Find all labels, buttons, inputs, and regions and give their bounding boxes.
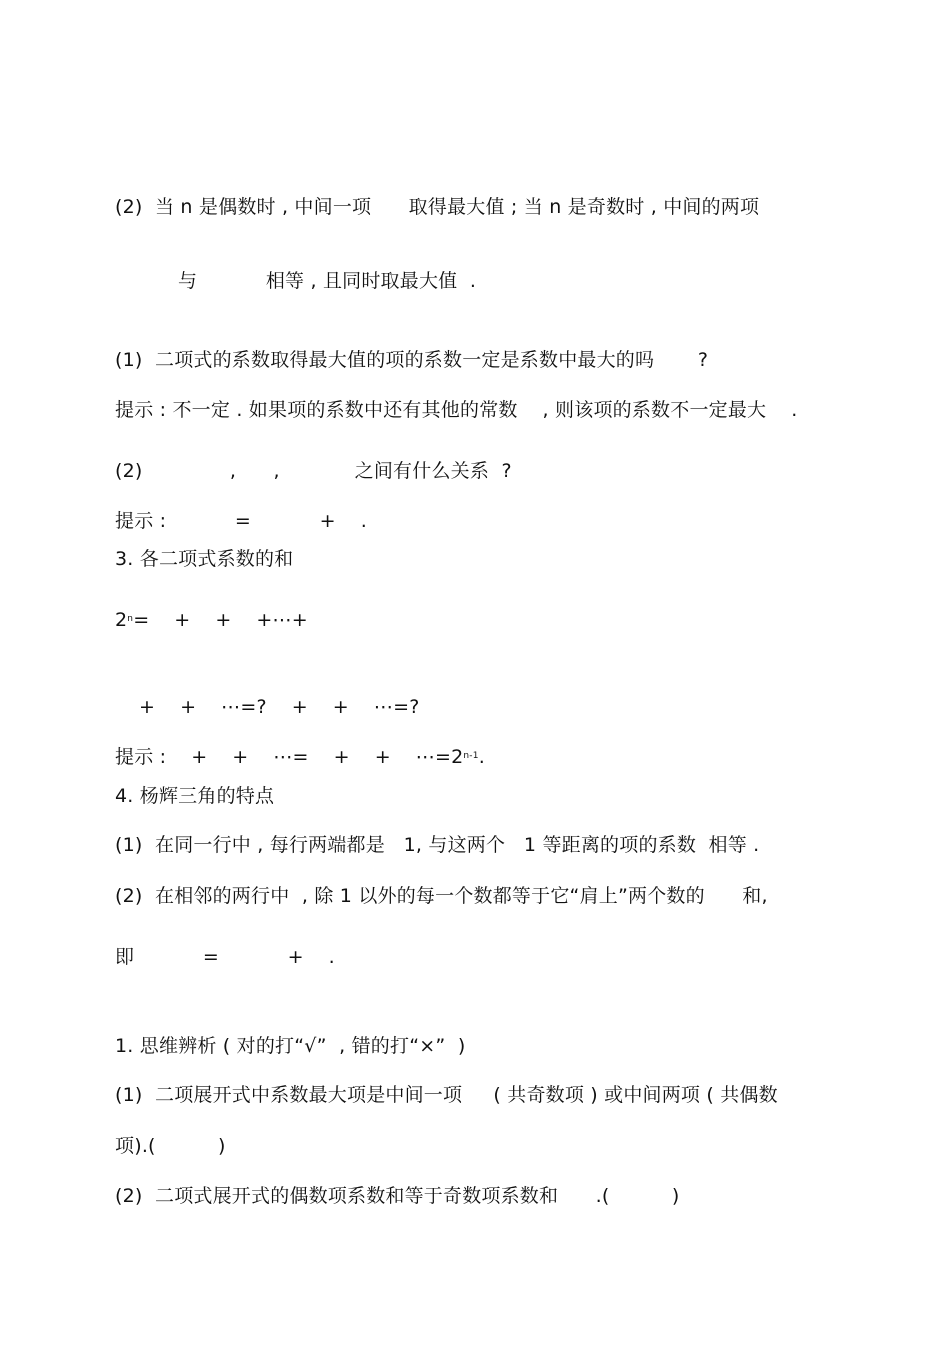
text-line: (2) 在相邻的两行中 , 除 1 以外的每一个数都等于它“肩上”两个数的 和,: [115, 885, 768, 907]
formula-line: 即 = + .: [115, 946, 335, 968]
hint-line: 提示 : 不一定 . 如果项的系数中还有其他的常数 , 则该项的系数不一定最大 .: [115, 399, 798, 421]
text-line: (1) 二项式的系数取得最大值的项的系数一定是系数中最大的吗 ?: [115, 349, 709, 371]
question-line: (1) 二项展开式中系数最大项是中间一项 ( 共奇数项 ) 或中间两项 ( 共偶数: [115, 1084, 778, 1106]
section-heading: 1. 思维辨析 ( 对的打“√” , 错的打“×” ): [115, 1035, 466, 1057]
section-heading: 4. 杨辉三角的特点: [115, 785, 275, 807]
hint-line: [115, 745, 485, 773]
question-line: 项).( ): [115, 1135, 226, 1157]
text-line: 与 相等 , 且同时取最大值 .: [178, 270, 477, 292]
text-line: (1) 在同一行中 , 每行两端都是 1, 与这两个 1 等距离的项的系数 相等 .: [115, 834, 760, 856]
section-heading: 3. 各二项式系数的和: [115, 548, 294, 570]
formula-exponent: n-1: [463, 751, 479, 761]
hint-line: 提示 : = + .: [115, 510, 367, 532]
formula-line: [115, 608, 308, 636]
question-line: (2) 二项式展开式的偶数项系数和等于奇数项系数和 .( ): [115, 1185, 680, 1207]
hint-text: 提示 : + + ⋯= + + ⋯=2: [115, 746, 464, 768]
text-line: (2) 当 n 是偶数时 , 中间一项 取得最大值 ; 当 n 是奇数时 , 中间的两项: [115, 196, 760, 218]
formula-line: + + ⋯=? + + ⋯=?: [139, 696, 420, 718]
formula-exponent: n: [127, 614, 134, 624]
formula-rest: = + + +⋯+: [133, 609, 308, 631]
text-line: (2) , , 之间有什么关系 ?: [115, 460, 512, 482]
hint-end: .: [478, 746, 485, 768]
formula-base: 2: [115, 609, 128, 631]
